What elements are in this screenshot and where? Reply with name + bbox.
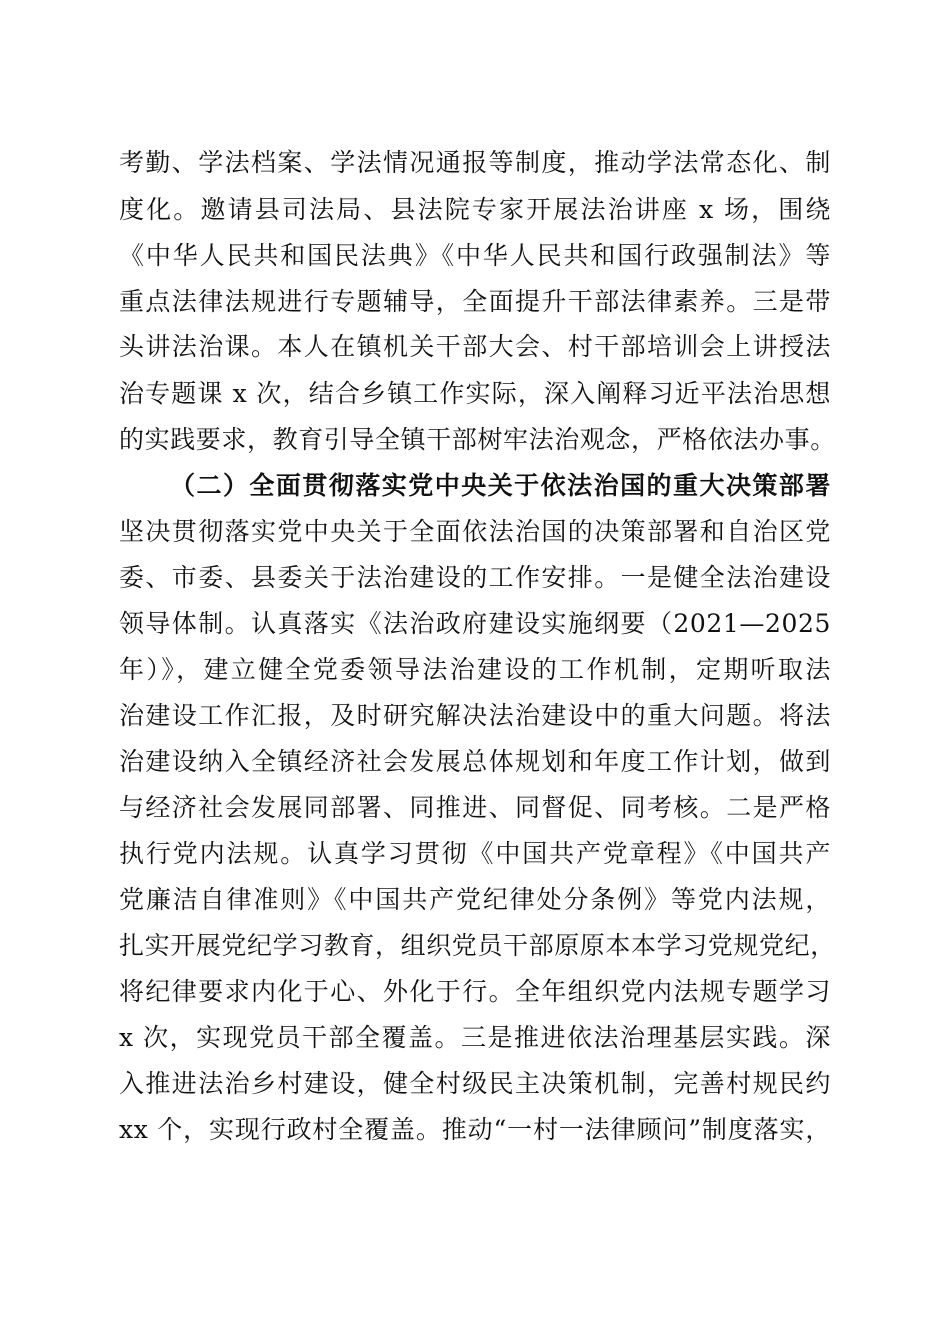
body-text-line: 治专题课 x 次，结合乡镇工作实际，深入阐释习近平法治思想 (119, 379, 831, 408)
body-text-line: 的实践要求，教育引导全镇干部树牢法治观念，严格依法办事。 (119, 425, 836, 454)
body-text-line: 考勤、学法档案、学法情况通报等制度，推动学法常态化、制 (119, 148, 831, 177)
body-text-line: 委、市委、县委关于法治建设的工作安排。一是健全法治建设 (119, 563, 831, 592)
body-text-line: 《中华人民共和国民法典》《中华人民共和国行政强制法》等 (119, 241, 831, 270)
body-text-line: 度化。邀请县司法局、县法院专家开展法治讲座 x 场，围绕 (119, 195, 831, 224)
section-heading: （二）全面贯彻落实党中央关于依法治国的重大决策部署 (170, 471, 831, 500)
body-text-line: 扎实开展党纪学习教育，组织党员干部原原本本学习党规党纪， (119, 931, 836, 960)
body-text-line: 与经济社会发展同部署、同推进、同督促、同考核。二是严格 (119, 793, 831, 822)
body-text-line: 入推进法治乡村建设，健全村级民主决策机制，完善村规民约 (119, 1069, 831, 1098)
body-text-line: 将纪律要求内化于心、外化于行。全年组织党内法规专题学习 (119, 977, 831, 1006)
body-text-line: 治建设纳入全镇经济社会发展总体规划和年度工作计划，做到 (119, 747, 831, 776)
body-text-line: 年）》，建立健全党委领导法治建设的工作机制，定期听取法 (119, 655, 831, 684)
body-text-line: 执行党内法规。认真学习贯彻《中国共产党章程》《中国共产 (119, 839, 831, 868)
body-text-line: 党廉洁自律准则》《中国共产党纪律处分条例》等党内法规， (119, 885, 831, 914)
body-text-line: 头讲法治课。本人在镇机关干部大会、村干部培训会上讲授法 (119, 332, 831, 361)
body-text-line: x 次，实现党员干部全覆盖。三是推进依法治理基层实践。深 (119, 1023, 831, 1052)
body-text-line: 坚决贯彻落实党中央关于全面依法治国的决策部署和自治区党 (119, 517, 831, 546)
body-text-line: 治建设工作汇报，及时研究解决法治建设中的重大问题。将法 (119, 701, 831, 730)
body-text-line: 领导体制。认真落实《法治政府建设实施纲要（2021—2025 (119, 609, 831, 638)
body-text-line: 重点法律法规进行专题辅导，全面提升干部法律素养。三是带 (119, 287, 831, 316)
body-text-line: xx 个，实现行政村全覆盖。推动“一村一法律顾问”制度落实， (119, 1115, 831, 1144)
